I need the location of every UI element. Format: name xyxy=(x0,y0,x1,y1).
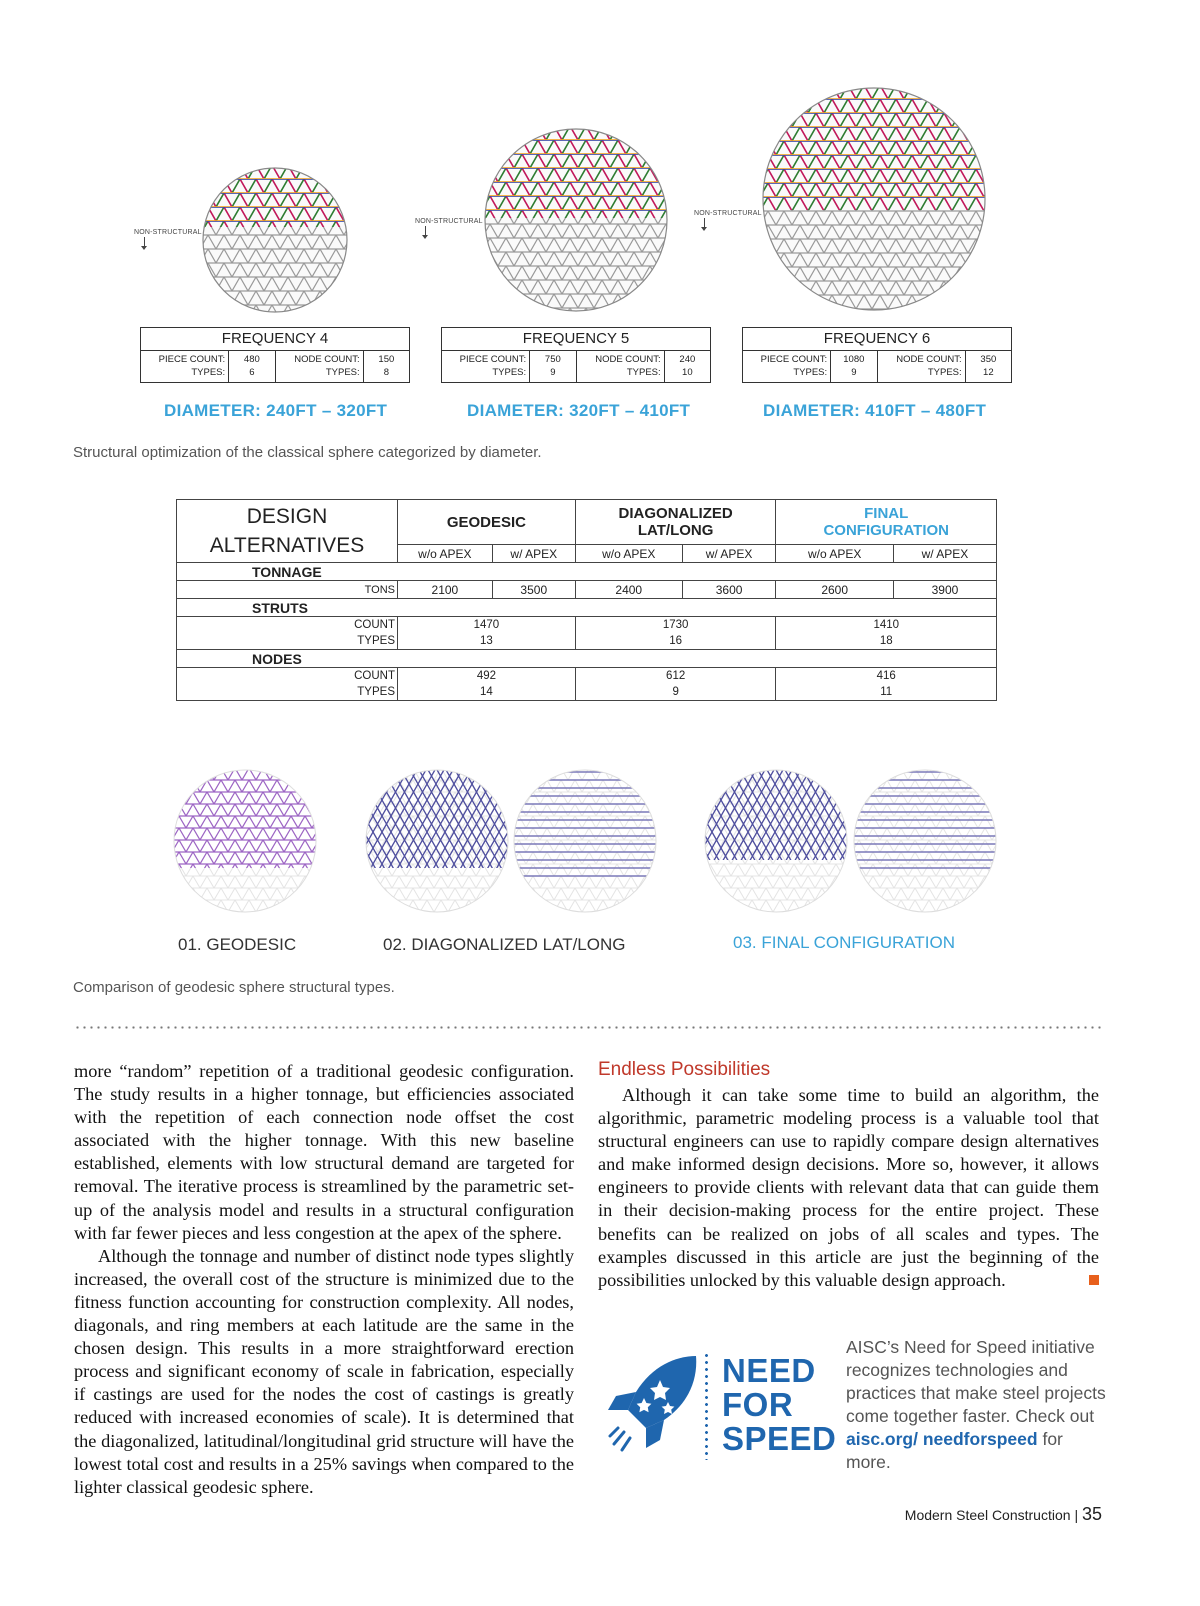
frequency-title: FREQUENCY 5 xyxy=(442,328,710,351)
non-structural-label-1: NON-STRUCTURAL xyxy=(134,229,202,247)
tons-value: 3600 xyxy=(682,581,776,599)
paragraph: Although it can take some time to build an algorithm, the algorithmic, parametric modeling process is a valuable tool that structural engineers can use to rapidly compare design alternatives and make informed design decisions. More so, however, it allows engineers to provide clients with relevant data that can guide them in their decision-making process for the entire project. These benefits can be realized on jobs of all scales and types. The examples discussed in this article are just the beginning of the possibilities unlocked by this valuable design approach. xyxy=(598,1085,1099,1290)
label-geodesic: 01. GEODESIC xyxy=(178,935,297,954)
struts-final: 1410 18 xyxy=(776,617,997,650)
section-struts: STRUTS xyxy=(177,599,997,617)
non-structural-label-2: NON-STRUCTURAL xyxy=(415,218,483,236)
diameter-label-1: DIAMETER: 240FT – 320FT xyxy=(164,401,388,420)
article-left-column xyxy=(74,1060,574,1499)
sphere-diagonalized xyxy=(364,768,510,914)
frequency-title: FREQUENCY 6 xyxy=(743,328,1011,351)
nodes-geodesic: 492 14 xyxy=(398,668,576,701)
sphere-final xyxy=(703,768,849,914)
frequency-title: FREQUENCY 4 xyxy=(141,328,409,351)
tons-value: 2600 xyxy=(776,581,893,599)
frequency-4-box: FREQUENCY 4 PIECE COUNT: TYPES: 480 6 NODE COUNT: TYPES: 150 8 xyxy=(140,327,410,383)
nodes-diagonalized: 612 9 xyxy=(575,668,776,701)
section-tonnage: TONNAGE xyxy=(177,563,997,581)
subheader-wo-apex: w/o APEX xyxy=(575,545,682,563)
table-title: DESIGN ALTERNATIVES xyxy=(177,500,398,563)
promo-link[interactable]: aisc.org/ needforspeed xyxy=(846,1429,1038,1449)
subheader-w-apex: w/ APEX xyxy=(492,545,575,563)
header-geodesic: GEODESIC xyxy=(398,500,576,545)
tons-value: 2400 xyxy=(575,581,682,599)
struts-diagonalized: 1730 16 xyxy=(575,617,776,650)
nodes-final: 416 11 xyxy=(776,668,997,701)
figure1-caption: Structural optimization of the classical sphere categorized by diameter. xyxy=(73,444,542,461)
dotted-divider xyxy=(74,1026,1102,1029)
paragraph: Although the tonnage and number of distinct node types slightly increased, the overall cost of the structure is minimized due to the fitness function accounting for construction complexity. All nodes, diagonals, and ring members at each latitude are the same in the chosen design. This results in a more straightforward erection process and significant economy of scale in fabrication, especially if castings are used for the nodes the cost of castings is greatly reduced with increased economies of scale). It is determined that the diagonalized, latitudinal/longitudinal grid structure will have the lowest total cost and results in a 25% savings when compared to the lighter classical geodesic sphere. xyxy=(74,1245,574,1497)
tons-value: 3500 xyxy=(492,581,575,599)
subheader-w-apex: w/ APEX xyxy=(893,545,996,563)
design-alternatives-table xyxy=(176,499,997,701)
section-nodes: NODES xyxy=(177,650,997,668)
tons-value: 3900 xyxy=(893,581,996,599)
struts-geodesic: 1470 13 xyxy=(398,617,576,650)
page-number: 35 xyxy=(1081,1504,1102,1524)
non-structural-label-3: NON-STRUCTURAL xyxy=(694,210,762,228)
promo-text: AISC’s Need for Speed initiative recognizes technologies and practices that make steel projects come together faster. Check out aisc.org/ needforspeed for more. xyxy=(846,1337,1106,1472)
end-mark-icon xyxy=(1089,1275,1099,1285)
header-diagonalized: DIAGONALIZED LAT/LONG xyxy=(575,500,776,545)
tons-value: 2100 xyxy=(398,581,493,599)
header-final: FINAL CONFIGURATION xyxy=(776,500,997,545)
publication-name: Modern Steel Construction xyxy=(904,1507,1071,1523)
sphere-frequency-5 xyxy=(482,126,670,314)
need-for-speed-logo: NEED FOR SPEED xyxy=(722,1352,837,1457)
subheader-w-apex: w/ APEX xyxy=(682,545,776,563)
article-right-column xyxy=(598,1084,1099,1292)
diameter-label-2: DIAMETER: 320FT – 410FT xyxy=(467,401,691,420)
label-diagonalized: 02. DIAGONALIZED LAT/LONG xyxy=(383,935,626,954)
sphere-frequency-6 xyxy=(760,85,988,313)
page-footer: Modern Steel Construction | 35 xyxy=(904,1504,1102,1524)
sphere-geodesic xyxy=(172,768,318,914)
figure2-caption: Comparison of geodesic sphere structural types. xyxy=(73,979,395,996)
sphere-frequency-4 xyxy=(200,165,350,315)
subheader-wo-apex: w/o APEX xyxy=(776,545,893,563)
frequency-6-box: FREQUENCY 6 PIECE COUNT: TYPES: 1080 9 NODE COUNT: TYPES: 350 12 xyxy=(742,327,1012,383)
unit-tons: TONS xyxy=(177,581,398,599)
promo-dotted-divider xyxy=(705,1352,708,1460)
unit-count-types: COUNT TYPES xyxy=(177,668,398,701)
rocket-icon xyxy=(606,1352,702,1456)
section-heading: Endless Possibilities xyxy=(598,1059,771,1080)
sphere-diagonalized-rings xyxy=(512,768,658,914)
diameter-label-3: DIAMETER: 410FT – 480FT xyxy=(763,401,987,420)
frequency-5-box: FREQUENCY 5 PIECE COUNT: TYPES: 750 9 NODE COUNT: TYPES: 240 10 xyxy=(441,327,711,383)
label-final-configuration: 03. FINAL CONFIGURATION xyxy=(733,933,955,952)
subheader-wo-apex: w/o APEX xyxy=(398,545,493,563)
unit-count-types: COUNT TYPES xyxy=(177,617,398,650)
sphere-final-rings xyxy=(852,768,998,914)
paragraph: more “random” repetition of a traditional geodesic configuration. The study results in a higher tonnage, but efficiencies associated with the repetition of each connection node offset the cost associated with the higher tonnage. With this new baseline established, elements with low structural demand are targeted for removal. The iterative process is streamlined by the parametric set-up of the analysis model and results in a structural configuration with far fewer pieces and less congestion at the apex of the sphere. xyxy=(74,1061,574,1243)
